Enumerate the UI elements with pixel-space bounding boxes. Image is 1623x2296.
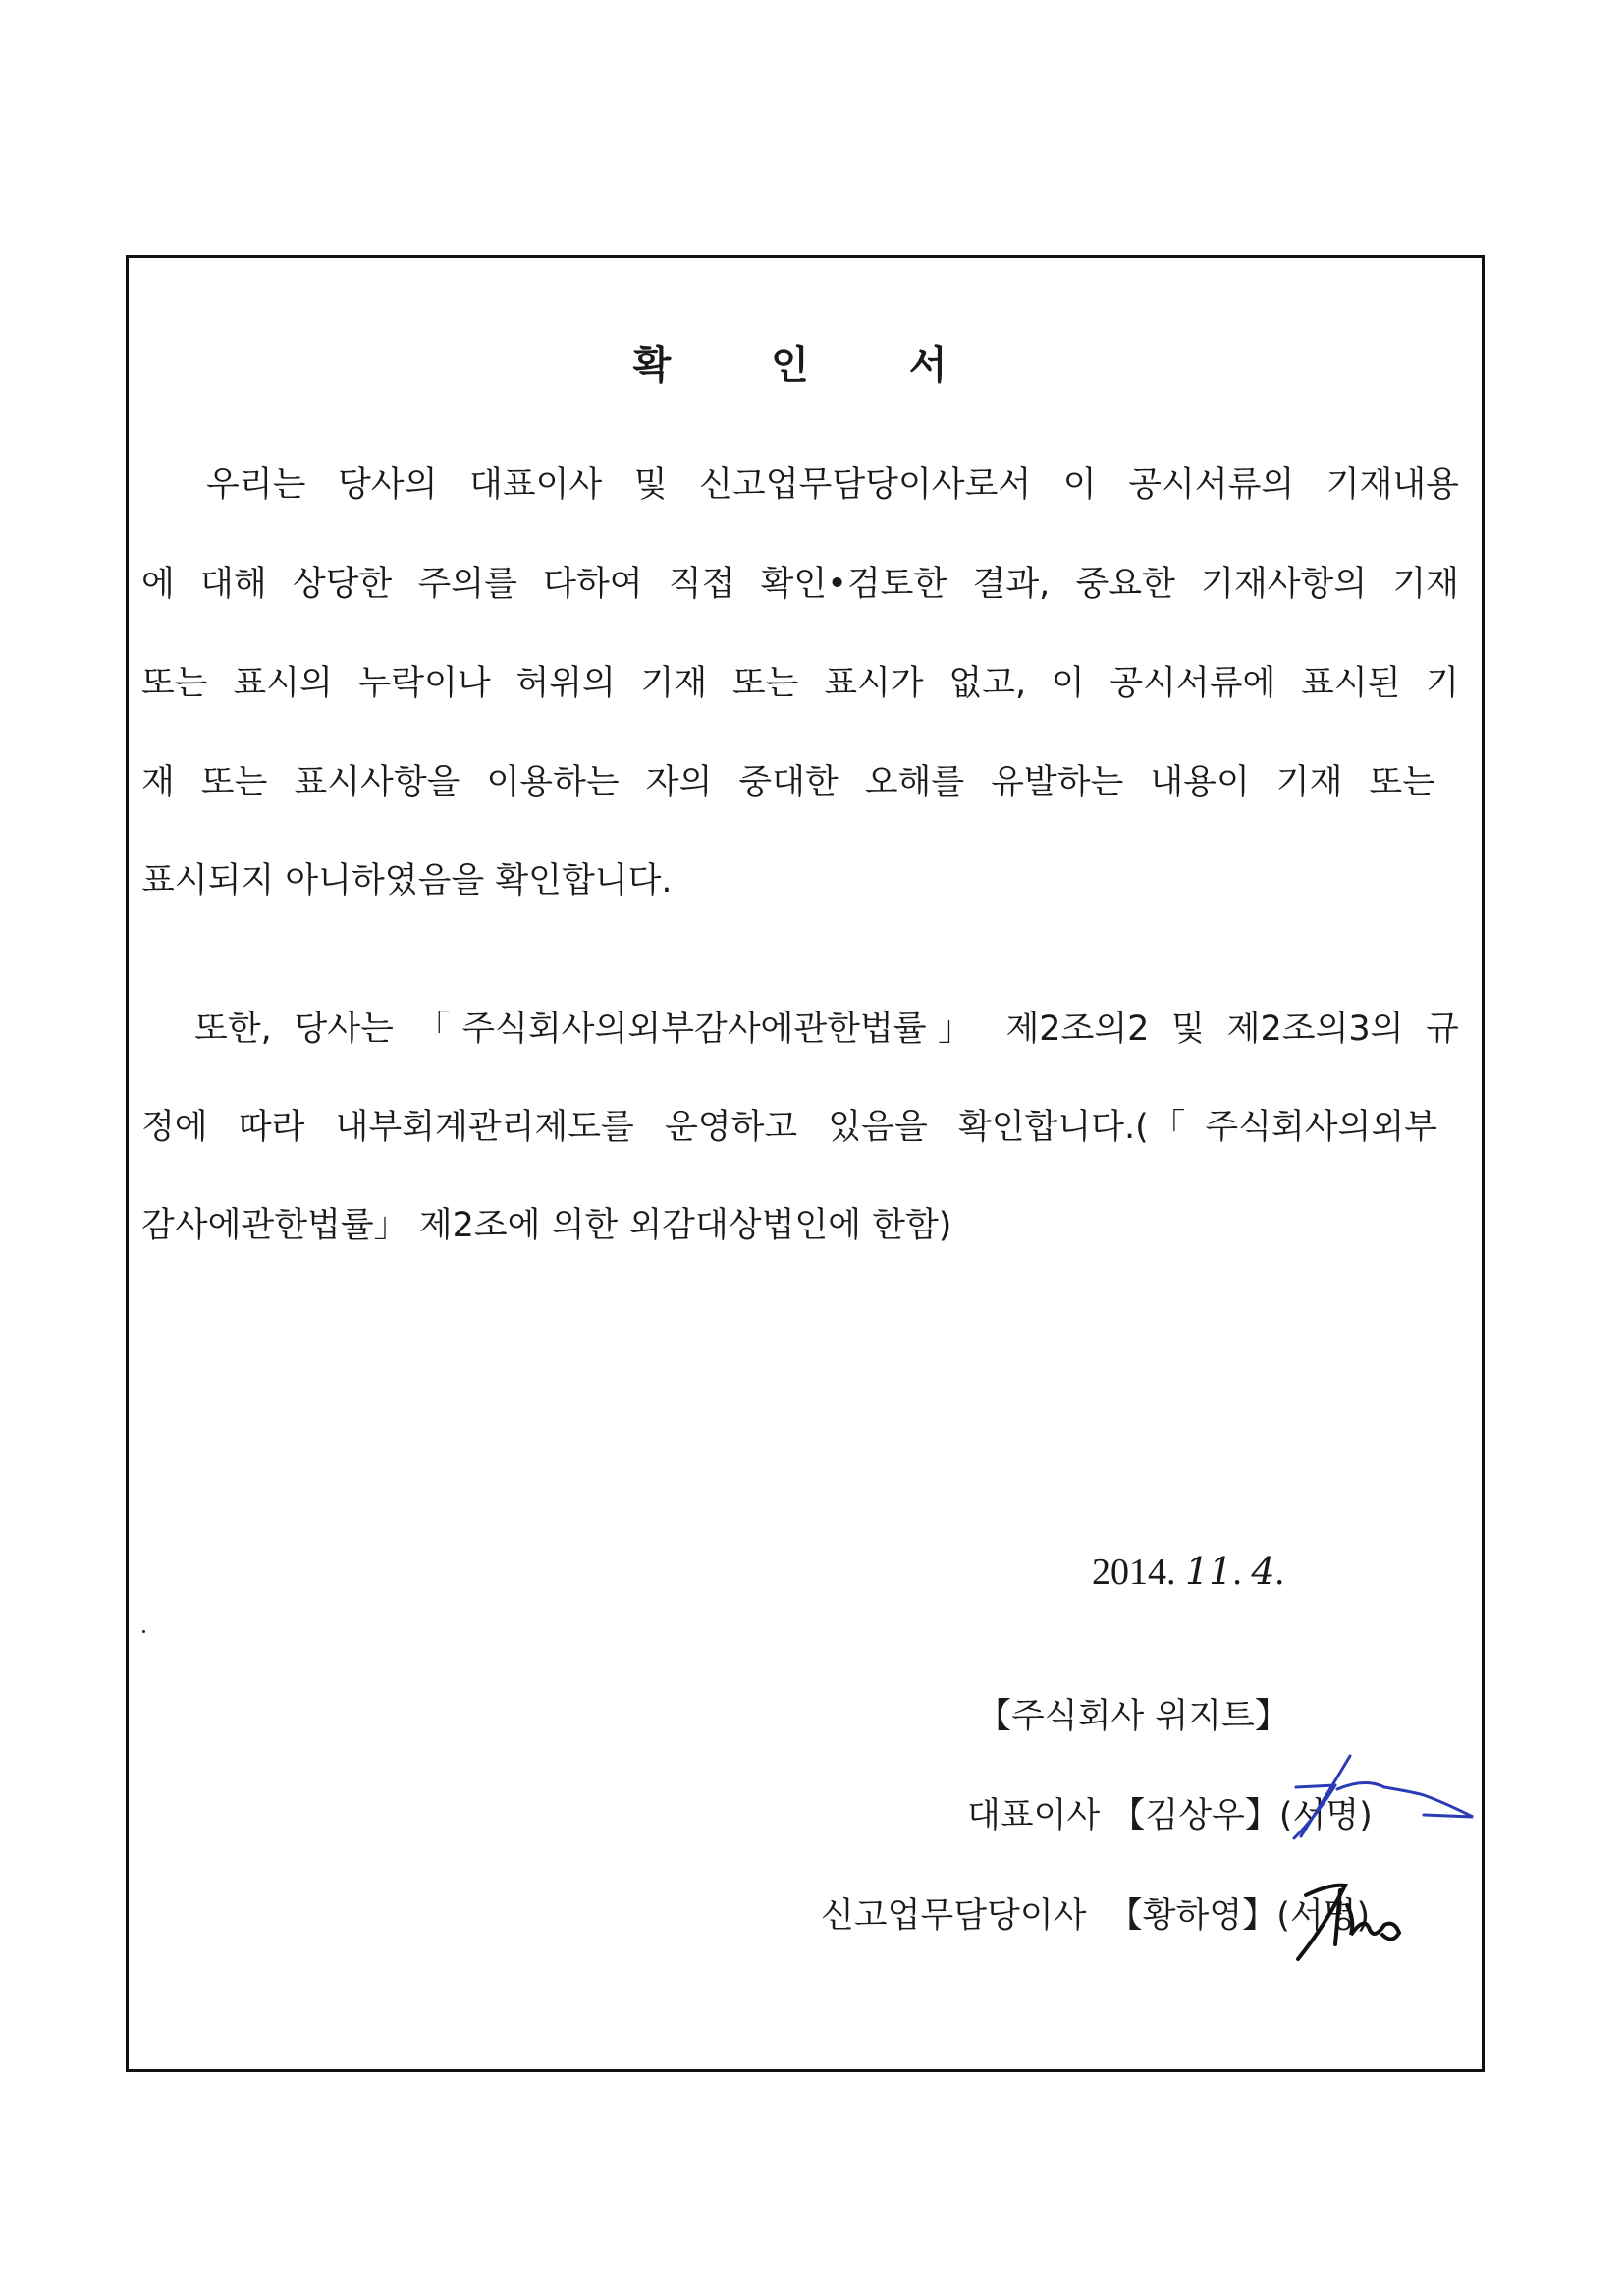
signature-officer — [1286, 1866, 1424, 1974]
paragraph1-line: 우리는 당사의 대표이사 및 신고업무담당이사로서 이 공시서류의 기재내용 — [206, 465, 1459, 505]
date-day: 4 — [1251, 1550, 1275, 1593]
date-sep: . — [1274, 1552, 1285, 1593]
scan-speck — [142, 1630, 145, 1633]
sign-label: (서명) — [1278, 1796, 1373, 1835]
signer-role: 신고업무담당이사 — [821, 1896, 1087, 1936]
signature-ceo — [1276, 1748, 1492, 1846]
signer-name: 【황하영】 — [1108, 1896, 1277, 1936]
date-month: 11 — [1185, 1550, 1233, 1593]
paragraph2-line: 또한, 당사는 「주식회사의외부감사에관한법률」 제2조의2 및 제2조의3의 규 — [194, 1010, 1459, 1049]
paragraph2-line: 정에 따라 내부회계관리제도를 운영하고 있음을 확인합니다.(「주식회사의외부 — [141, 1108, 1437, 1147]
paragraph1-line: 표시되지 아니하였음을 확인합니다. — [141, 861, 673, 901]
paragraph1-line: 또는 표시의 누락이나 허위의 기재 또는 표시가 없고, 이 공시서류에 표시된 기 — [141, 664, 1459, 703]
paragraph2-line: 감사에관한법률」 제2조에 의한 외감대상법인에 한함) — [141, 1206, 952, 1245]
signer-name: 【김상우】 — [1110, 1796, 1279, 1835]
company-name: 【주식회사 위지트】 — [977, 1697, 1289, 1736]
sign-label: (서명) — [1276, 1896, 1371, 1936]
date — [1092, 1547, 1284, 1597]
date-sep: . — [1232, 1552, 1242, 1593]
document-title: 확 인 서 — [632, 343, 991, 388]
paragraph1-line: 에 대해 상당한 주의를 다하여 직접 확인•검토한 결과, 중요한 기재사항의 기재 — [141, 565, 1459, 604]
paragraph1-line: 재 또는 표시사항을 이용하는 자의 중대한 오해를 유발하는 내용이 기재 또는 — [141, 763, 1435, 802]
signer-role: 대표이사 — [967, 1796, 1101, 1835]
date-year: 2014. — [1092, 1552, 1176, 1593]
